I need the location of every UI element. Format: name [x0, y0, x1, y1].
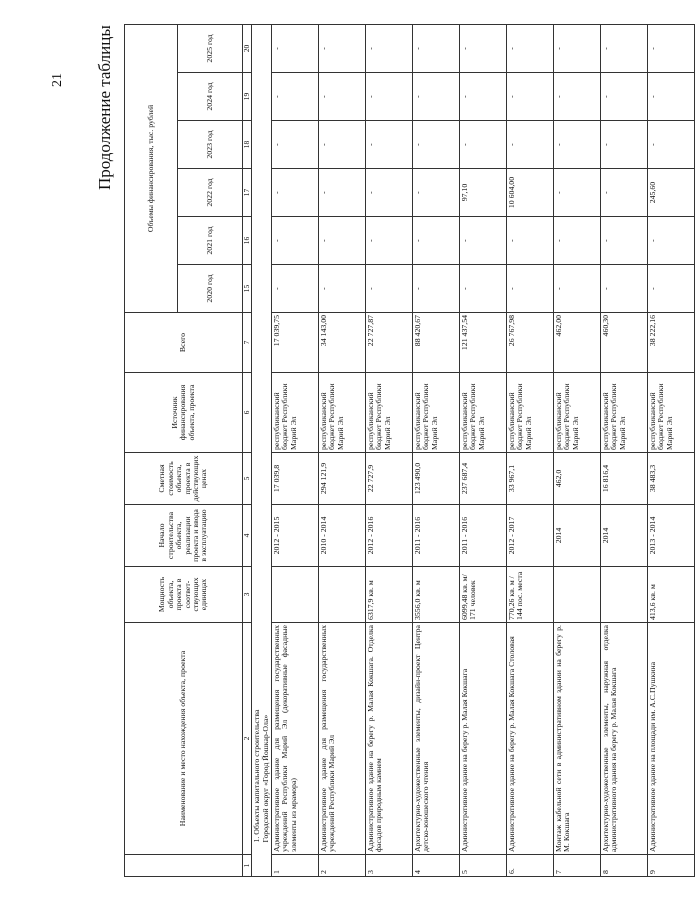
year-amount: -: [365, 24, 412, 72]
header-num: [125, 855, 243, 877]
header-name: Наименование и место нахождения объекта, проекта: [125, 623, 243, 855]
year-amount: -: [459, 24, 506, 72]
col-number: 4: [243, 505, 252, 567]
year-amount: -: [459, 121, 506, 169]
year-amount: -: [553, 121, 600, 169]
estimated-cost: 462,0: [553, 453, 600, 505]
year-amount: -: [318, 169, 365, 217]
capacity: [318, 567, 365, 623]
funding-source: республиканский бюджет Республики Марий Эл: [459, 373, 506, 453]
period: 2012 - 2016: [365, 505, 412, 567]
col-number: 15: [243, 265, 252, 313]
year-amount: -: [647, 73, 694, 121]
col-number: 18: [243, 121, 252, 169]
funding-source: республиканский бюджет Республики Марий Эл: [647, 373, 694, 453]
header-year: 2024 год: [178, 73, 243, 121]
col-number: 19: [243, 73, 252, 121]
year-amount: -: [365, 73, 412, 121]
header-year: 2020 год: [178, 265, 243, 313]
period: 2012 - 2015: [271, 505, 318, 567]
year-amount: -: [647, 217, 694, 265]
page-number: 21: [50, 73, 65, 87]
year-amount: 245,60: [647, 169, 694, 217]
year-amount: -: [459, 265, 506, 313]
row-number: 6.: [506, 855, 553, 877]
header-year: 2021 год: [178, 217, 243, 265]
year-amount: -: [318, 265, 365, 313]
year-amount: -: [553, 217, 600, 265]
object-name: Архитектурно-художественные элементы, наружная отделка административного здания на берегу р. Малая Кокшага: [600, 623, 647, 855]
year-amount: -: [412, 73, 459, 121]
estimated-cost: 16 816,4: [600, 453, 647, 505]
col-number: 20: [243, 24, 252, 72]
header-period: Начало строительства объекта, реализации проекта и ввода в эксплуатацию: [125, 505, 243, 567]
capacity: 6317,9 кв. м: [365, 567, 412, 623]
section-title: 1. Объекты капитального строительства: [252, 709, 262, 843]
subsection-title: Городской округ «Город Йошкар-Ола»: [260, 714, 270, 843]
year-amount: -: [506, 24, 553, 72]
estimated-cost: 33 967,1: [506, 453, 553, 505]
year-amount: -: [506, 217, 553, 265]
header-year: 2025 год: [178, 24, 243, 72]
year-amount: -: [600, 169, 647, 217]
col-number: 6: [243, 373, 252, 453]
year-amount: -: [271, 169, 318, 217]
header-cost: Сметная стоимость объекта, проекта в действующих ценах: [125, 453, 243, 505]
year-amount: -: [365, 169, 412, 217]
estimated-cost: 123 490,0: [412, 453, 459, 505]
total-amount: 26 767,98: [506, 313, 553, 373]
object-name: Административное здание на берегу р. Малая Кокшага Столовая: [506, 623, 553, 855]
estimated-cost: 294 121,9: [318, 453, 365, 505]
estimated-cost: 237 687,4: [459, 453, 506, 505]
capacity: 3556,0 кв. м: [412, 567, 459, 623]
table-row: [271, 24, 318, 876]
year-amount: -: [318, 121, 365, 169]
table-row: [553, 24, 600, 876]
row-number: 1: [271, 855, 318, 877]
row-number: 7: [553, 855, 600, 877]
header-source: Источник финансирования объекта, проекта: [125, 373, 243, 453]
year-amount: -: [553, 169, 600, 217]
object-name: Административное здание на берегу р. Малая Кокшага: [459, 623, 506, 855]
col-number: 5: [243, 453, 252, 505]
row-number: 2: [318, 855, 365, 877]
table-row: [506, 24, 553, 876]
header-row-1: [125, 24, 178, 876]
total-amount: 88 420,67: [412, 313, 459, 373]
header-total: Всего: [125, 313, 243, 373]
row-number: 8: [600, 855, 647, 877]
estimated-cost: 17 039,8: [271, 453, 318, 505]
year-amount: -: [459, 73, 506, 121]
year-amount: -: [412, 169, 459, 217]
period: 2014: [553, 505, 600, 567]
estimated-cost: 22 727,9: [365, 453, 412, 505]
total-amount: 462,00: [553, 313, 600, 373]
continuation-caption: Продолжение таблицы: [95, 25, 114, 190]
col-number: 1: [243, 855, 252, 877]
header-year: 2022 год: [178, 169, 243, 217]
year-amount: -: [271, 24, 318, 72]
year-amount: -: [412, 121, 459, 169]
year-amount: -: [412, 265, 459, 313]
year-amount: -: [412, 24, 459, 72]
total-amount: 22 727,87: [365, 313, 412, 373]
period: 2012 - 2017: [506, 505, 553, 567]
year-amount: -: [271, 217, 318, 265]
object-name: Архитектурно-художественные элементы, дизайн-проект Центра детско-юношеского чтения: [412, 623, 459, 855]
capacity: 770,26 кв. м / 144 пос. места: [506, 567, 553, 623]
object-name: Монтаж кабельной сети в административном здании на берегу р. М. Кокшага: [553, 623, 600, 855]
table-row: [318, 24, 365, 876]
year-amount: -: [553, 73, 600, 121]
funding-source: республиканский бюджет Республики Марий Эл: [271, 373, 318, 453]
year-amount: -: [600, 217, 647, 265]
capacity: [271, 567, 318, 623]
year-amount: -: [553, 24, 600, 72]
row-number: 5: [459, 855, 506, 877]
year-amount: -: [600, 265, 647, 313]
year-amount: -: [647, 121, 694, 169]
period: 2013 - 2014: [647, 505, 694, 567]
year-amount: -: [506, 121, 553, 169]
year-amount: -: [600, 24, 647, 72]
object-name: Административное здание для размещения государственных учреждений Республики Марий Эл: [318, 623, 365, 855]
row-number: 4: [412, 855, 459, 877]
table-row: [459, 24, 506, 876]
year-amount: -: [600, 121, 647, 169]
header-funding-group: Объемы финансирования, тыс. рублей: [125, 24, 178, 312]
funding-source: республиканский бюджет Республики Марий Эл: [365, 373, 412, 453]
total-amount: 121 437,54: [459, 313, 506, 373]
col-number: 17: [243, 169, 252, 217]
year-amount: -: [271, 73, 318, 121]
header-capacity: Мощность объекта, проекта в соответ-ствующих единицах: [125, 567, 243, 623]
year-amount: 10 604,00: [506, 169, 553, 217]
year-amount: 97,10: [459, 169, 506, 217]
period: 2010 - 2014: [318, 505, 365, 567]
year-amount: -: [553, 265, 600, 313]
header-year: 2023 год: [178, 121, 243, 169]
year-amount: -: [318, 217, 365, 265]
year-amount: -: [600, 73, 647, 121]
col-number: 2: [243, 623, 252, 855]
total-amount: 460,30: [600, 313, 647, 373]
year-amount: -: [271, 265, 318, 313]
capacity: 413,6 кв. м: [647, 567, 694, 623]
funding-source: республиканский бюджет Республики Марий Эл: [318, 373, 365, 453]
col-number: 16: [243, 217, 252, 265]
year-amount: -: [318, 24, 365, 72]
year-amount: -: [365, 217, 412, 265]
period: 2011 - 2016: [459, 505, 506, 567]
funding-source: республиканский бюджет Республики Марий Эл: [506, 373, 553, 453]
funding-source: республиканский бюджет Республики Марий Эл: [600, 373, 647, 453]
column-number-row: [243, 24, 252, 876]
year-amount: -: [506, 73, 553, 121]
table-row: [365, 24, 412, 876]
period: 2011 - 2016: [412, 505, 459, 567]
year-amount: -: [365, 265, 412, 313]
object-name: Административное здание на площади им. А.С.Пушкина: [647, 623, 694, 855]
year-amount: -: [271, 121, 318, 169]
capacity: [553, 567, 600, 623]
row-number: 3: [365, 855, 412, 877]
year-amount: -: [647, 265, 694, 313]
capacity: 6099,48 кв. м/ 171 человек: [459, 567, 506, 623]
year-amount: -: [365, 121, 412, 169]
object-name: Административное здание на берегу р. Малая Кокшага. Отделка фасадов природным камнем: [365, 623, 412, 855]
financing-table: [124, 24, 695, 877]
row-number: 9: [647, 855, 694, 877]
year-amount: -: [506, 265, 553, 313]
year-amount: -: [459, 217, 506, 265]
section-row: [252, 24, 272, 876]
estimated-cost: 38 483,3: [647, 453, 694, 505]
total-amount: 34 143,00: [318, 313, 365, 373]
funding-source: республиканский бюджет Республики Марий Эл: [553, 373, 600, 453]
object-name: Административное здание для размещения государственных учреждений Республики Марий Эл (декоративные фасадные элементы из мрамора): [271, 623, 318, 855]
table-row: [412, 24, 459, 876]
year-amount: -: [318, 73, 365, 121]
capacity: [600, 567, 647, 623]
year-amount: -: [412, 217, 459, 265]
col-number: 3: [243, 567, 252, 623]
col-number: 7: [243, 313, 252, 373]
total-amount: 17 039,75: [271, 313, 318, 373]
total-amount: 38 222,16: [647, 313, 694, 373]
table-row: [600, 24, 647, 876]
period: 2014: [600, 505, 647, 567]
year-amount: -: [647, 24, 694, 72]
funding-source: республиканский бюджет Республики Марий Эл: [412, 373, 459, 453]
table-row: [647, 24, 694, 876]
